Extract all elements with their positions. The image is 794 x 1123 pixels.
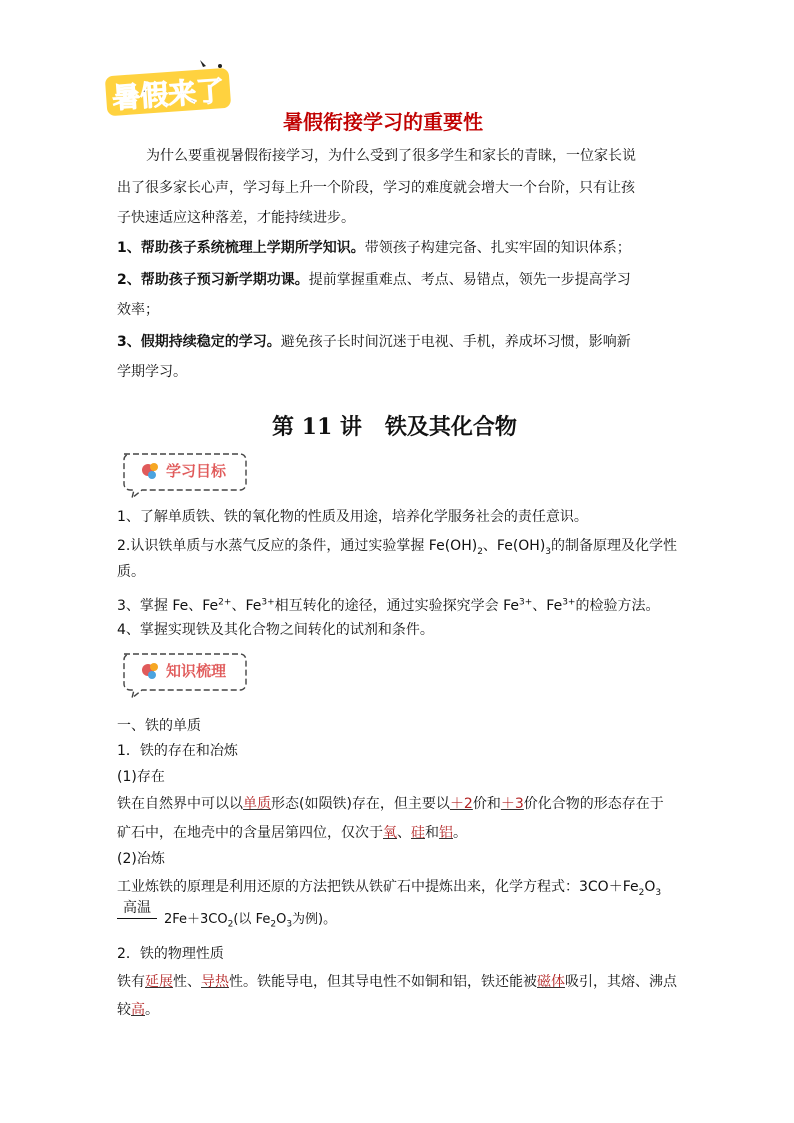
existence-line-2: 矿石中，在地壳中的含量居第四位，仅次于氧、硅和铝。	[117, 825, 467, 841]
physical-line-1: 铁有延展性、导热性。铁能导电，但其导电性不如铜和铝，铁还能被磁体吸引，其熔、沸点	[117, 974, 677, 990]
badge-knowledge-review	[118, 650, 248, 696]
point-2-cont: 效率；	[117, 302, 159, 318]
point-1: 1、帮助孩子系统梳理上学期所学知识。带领孩子构建完备、扎实牢固的知识体系；	[117, 240, 631, 256]
equation-product: $2Fe+3CO_2$(以 $Fe_2O_3$为例)。	[164, 912, 337, 930]
badge-learning-goals	[118, 450, 248, 496]
lecture-title: 第 11 讲 铁及其化合物	[272, 414, 517, 440]
subsection-1-1: 1．铁的存在和冶炼	[117, 743, 238, 759]
intro-line-2: 出了很多家长心声，学习每上升一个阶段，学习的难度就会增大一个台阶，只有让孩	[117, 180, 635, 196]
goal-2: 2.认识铁单质与水蒸气反应的条件，通过实验掌握 $Fe(OH)_2$、$Fe(OH)_3$的制备原理及化学性	[117, 538, 678, 557]
badge-knowledge-label: 知识梳理	[166, 662, 227, 680]
page-title: 暑假衔接学习的重要性	[283, 110, 483, 134]
subsection-1-1-1: (1)存在	[117, 769, 165, 785]
logo-graphic	[100, 52, 235, 122]
intro-line-3: 子快速适应这种落差，才能持续进步。	[117, 210, 355, 226]
point-3-cont: 学期学习。	[117, 364, 187, 380]
smelting-line: 工业炼铁的原理是利用还原的方法把铁从铁矿石中提炼出来，化学方程式：$3CO+Fe_2O_3$	[117, 879, 662, 898]
subsection-1-1-2: (2)冶炼	[117, 851, 165, 867]
summer-logo	[100, 52, 235, 122]
physical-line-2: 较高。	[117, 1002, 159, 1018]
reaction-arrow	[117, 918, 157, 919]
point-3: 3、假期持续稳定的学习。避免孩子长时间沉迷于电视、手机，养成坏习惯，影响新	[117, 334, 631, 350]
goal-3: 3、掌握 Fe、$Fe^{2+}$、$Fe^{3+}$相互转化的途径，通过实验探究学会 $Fe^{3+}$、$Fe^{3+}$的检验方法。	[117, 597, 660, 614]
badge-goals-label: 学习目标	[166, 462, 227, 480]
section-1-heading: 一、铁的单质	[117, 718, 201, 734]
subsection-1-2: 2．铁的物理性质	[117, 946, 224, 962]
goal-2-cont: 质。	[117, 564, 145, 580]
reaction-condition: 高温	[117, 900, 157, 919]
goal-1: 1、了解单质铁、铁的氧化物的性质及用途，培养化学服务社会的责任意识。	[117, 509, 588, 525]
point-2: 2、帮助孩子预习新学期功课。提前掌握重难点、考点、易错点，领先一步提高学习	[117, 272, 631, 288]
svg-text:暑假来了: 暑假来了	[111, 74, 226, 115]
intro-line-1: 为什么要重视暑假衔接学习，为什么受到了很多学生和家长的青睐，一位家长说	[146, 148, 636, 164]
goal-4: 4、掌握实现铁及其化合物之间转化的试剂和条件。	[117, 622, 434, 638]
existence-line-1: 铁在自然界中可以以单质形态(如陨铁)存在，但主要以＋2价和＋3价化合物的形态存在于	[117, 796, 664, 812]
